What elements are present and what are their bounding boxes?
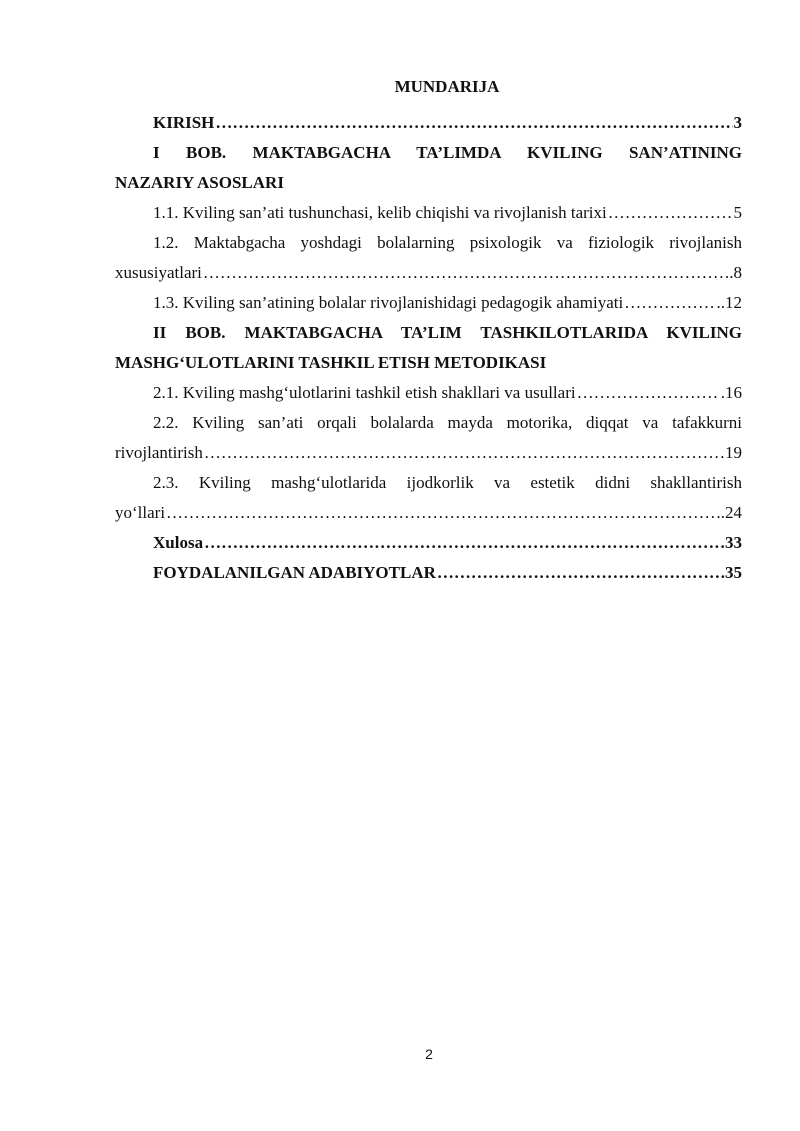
dot-leader bbox=[624, 288, 715, 318]
toc-entry-page: .24 bbox=[720, 503, 742, 522]
toc-entry-kirish[interactable] bbox=[115, 108, 742, 138]
toc-entry-adabiyotlar[interactable] bbox=[115, 558, 742, 588]
toc-entry-1-3[interactable] bbox=[115, 288, 742, 318]
toc-title: MUNDARIJA bbox=[394, 77, 500, 96]
toc-entry-label: yo‘llari bbox=[115, 503, 166, 522]
table-of-contents bbox=[115, 108, 742, 588]
page-number: 2 bbox=[425, 1046, 433, 1062]
dot-leader bbox=[204, 528, 724, 558]
toc-entry-page: 3 bbox=[733, 113, 742, 132]
toc-entry-1-2[interactable] bbox=[115, 228, 742, 288]
toc-entry-label: rivojlantirish bbox=[115, 443, 203, 462]
toc-entry-chapter-2[interactable] bbox=[115, 318, 742, 378]
toc-entry-2-1[interactable] bbox=[115, 378, 742, 408]
toc-entry-page: 19 bbox=[725, 443, 742, 462]
dot-leader bbox=[166, 498, 720, 528]
dot-leader bbox=[608, 198, 733, 228]
toc-entry-page: .8 bbox=[729, 263, 742, 282]
toc-entry-page: .16 bbox=[720, 383, 742, 402]
toc-entry-chapter-1[interactable] bbox=[115, 138, 742, 198]
toc-entry-line-2 bbox=[115, 438, 742, 468]
toc-entry-2-2[interactable] bbox=[115, 408, 742, 468]
toc-entry-xulosa[interactable] bbox=[115, 528, 742, 558]
toc-entry-line-2 bbox=[115, 258, 742, 288]
toc-entry-label: Xulosa bbox=[153, 533, 204, 552]
toc-entry-2-3[interactable] bbox=[115, 468, 742, 528]
toc-entry-label: xususiyatlari bbox=[115, 263, 202, 282]
toc-chapter-1-line-2: NAZARIY ASOSLARI bbox=[115, 173, 284, 192]
dot-leader bbox=[203, 258, 728, 288]
toc-entry-label: FOYDALANILGAN ADABIYOTLAR bbox=[153, 563, 436, 582]
toc-chapter-2-line-2: MASHG‘ULOTLARINI TASHKIL ETISH METODIKASI bbox=[115, 353, 547, 372]
toc-chapter-1-line-1: I BOB. MAKTABGACHA TA’LIMDA KVILING SAN’ATINING bbox=[153, 143, 742, 162]
toc-entry-line-2 bbox=[115, 498, 742, 528]
toc-chapter-2-line-1: II BOB. MAKTABGACHA TA’LIM TASHKILOTLARIDA KVILING bbox=[153, 323, 742, 342]
toc-entry-line-1: 2.3. Kviling mashg‘ulotlarida ijodkorlik va estetik didni shakllantirish bbox=[153, 473, 742, 492]
toc-entry-line-1: 2.2. Kviling san’ati orqali bolalarda mayda motorika, diqqat va tafakkurni bbox=[153, 413, 742, 432]
toc-entry-page: .35 bbox=[720, 563, 742, 582]
dot-leader bbox=[204, 438, 724, 468]
toc-entry-page: ..12 bbox=[716, 293, 742, 312]
toc-entry-line-1: 1.2. Maktabgacha yoshdagi bolalarning psixologik va fiziologik rivojlanish bbox=[153, 233, 742, 252]
dot-leader bbox=[577, 378, 720, 408]
dot-leader bbox=[437, 558, 720, 588]
dot-leader bbox=[215, 108, 732, 138]
toc-entry-1-1[interactable] bbox=[115, 198, 742, 228]
toc-entry-page: 33 bbox=[725, 533, 742, 552]
toc-entry-label: KIRISH bbox=[153, 113, 215, 132]
toc-entry-label: 1.1. Kviling san’ati tushunchasi, kelib chiqishi va rivojlanish tarixi bbox=[153, 203, 607, 222]
toc-entry-page: 5 bbox=[733, 203, 742, 222]
toc-entry-label: 1.3. Kviling san’atining bolalar rivojlanishidagi pedagogik ahamiyati bbox=[153, 293, 624, 312]
toc-entry-label: 2.1. Kviling mashg‘ulotlarini tashkil etish shakllari va usullari bbox=[153, 383, 576, 402]
